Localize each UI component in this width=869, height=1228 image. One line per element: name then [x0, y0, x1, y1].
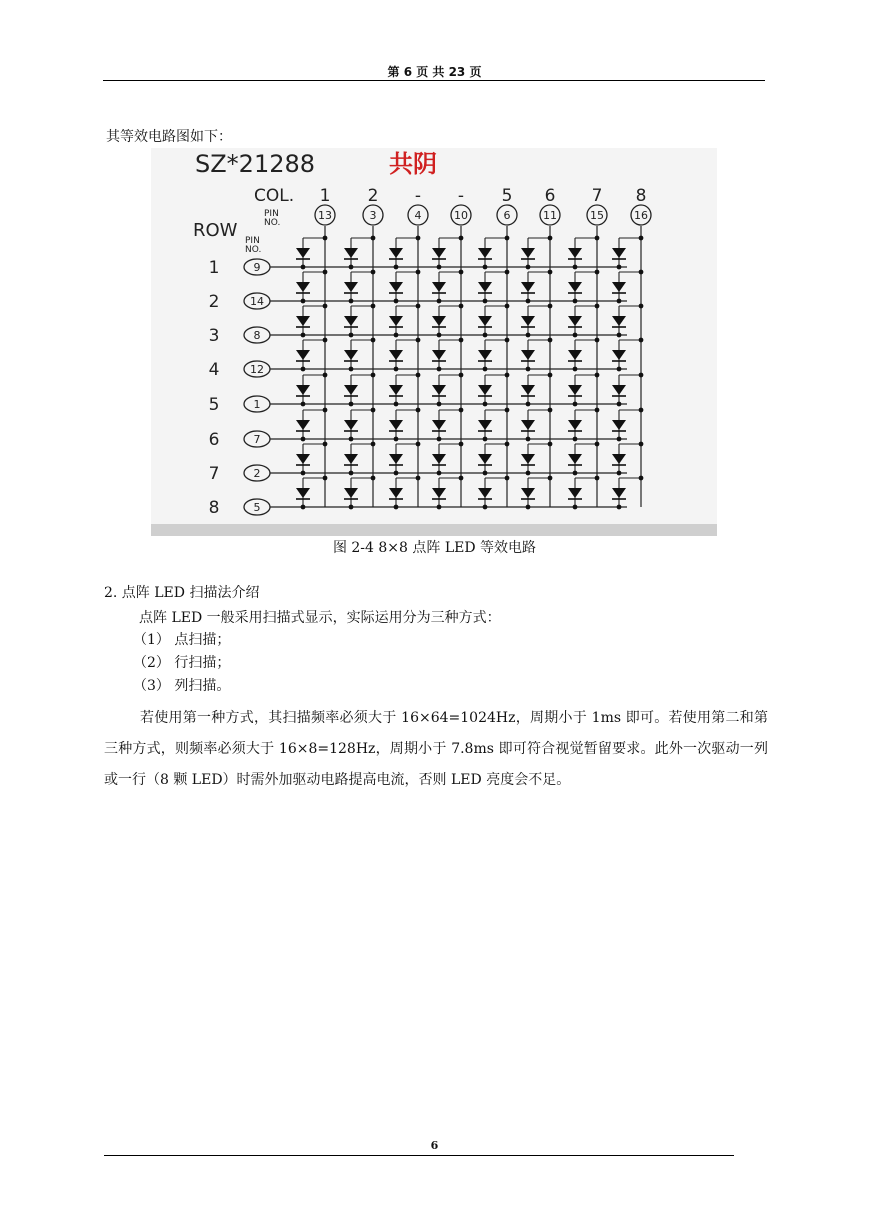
junction-dot [371, 236, 376, 241]
junction-dot [573, 299, 578, 304]
junction-dot [323, 442, 328, 447]
junction-dot [639, 442, 644, 447]
junction-dot [301, 265, 306, 270]
junction-dot [595, 270, 600, 275]
col-number: 7 [591, 186, 603, 206]
junction-dot [394, 402, 399, 407]
junction-dot [416, 304, 421, 309]
junction-dot [595, 304, 600, 309]
junction-dot [416, 442, 421, 447]
junction-dot [483, 333, 488, 338]
junction-dot [617, 333, 622, 338]
junction-dot [394, 471, 399, 476]
junction-dot [573, 471, 578, 476]
junction-dot [548, 408, 553, 413]
led-matrix-circuit [151, 148, 717, 536]
junction-dot [595, 338, 600, 343]
row-pin-number: 1 [253, 398, 261, 411]
junction-dot [371, 373, 376, 378]
junction-dot [323, 304, 328, 309]
junction-dot [301, 333, 306, 338]
pin-label-top: PIN [264, 209, 279, 219]
row-pin-number: 9 [253, 261, 261, 274]
page-number: 6 [430, 1139, 439, 1152]
junction-dot [617, 367, 622, 372]
junction-dot [301, 505, 306, 510]
junction-dot [526, 402, 531, 407]
junction-dot [483, 402, 488, 407]
junction-dot [617, 402, 622, 407]
junction-dot [595, 408, 600, 413]
junction-dot [371, 270, 376, 275]
junction-dot [371, 304, 376, 309]
junction-dot [459, 304, 464, 309]
col-pin-number: 3 [369, 209, 377, 222]
row-number: 7 [208, 464, 220, 484]
figure-bottom-band [151, 524, 717, 536]
col-number: 8 [635, 186, 647, 206]
junction-dot [548, 442, 553, 447]
col-number: 5 [501, 186, 513, 206]
junction-dot [505, 442, 510, 447]
junction-dot [371, 338, 376, 343]
junction-dot [349, 367, 354, 372]
junction-dot [459, 236, 464, 241]
junction-dot [416, 236, 421, 241]
junction-dot [617, 437, 622, 442]
junction-dot [416, 476, 421, 481]
junction-dot [349, 299, 354, 304]
led-matrix-figure [151, 148, 717, 536]
junction-dot [526, 505, 531, 510]
junction-dot [505, 373, 510, 378]
row-number: 3 [208, 326, 220, 346]
row-number: 4 [208, 360, 220, 380]
junction-dot [526, 437, 531, 442]
col-pin-number: 16 [634, 209, 648, 222]
col-pin-number: 6 [503, 209, 511, 222]
col-pin-number: 15 [590, 209, 604, 222]
junction-dot [323, 373, 328, 378]
col-pin-number: 11 [543, 209, 557, 222]
pin-label-bottom: NO. [264, 218, 281, 228]
row-pin-number: 14 [250, 295, 264, 308]
junction-dot [394, 265, 399, 270]
list-item: （1） 点扫描； [133, 632, 231, 648]
col-number: 1 [319, 186, 331, 206]
junction-dot [526, 367, 531, 372]
junction-dot [573, 367, 578, 372]
junction-dot [349, 333, 354, 338]
junction-dot [548, 304, 553, 309]
junction-dot [639, 236, 644, 241]
junction-dot [483, 437, 488, 442]
junction-dot [437, 402, 442, 407]
junction-dot [371, 442, 376, 447]
list-item: （2） 行扫描； [133, 655, 231, 671]
junction-dot [639, 373, 644, 378]
junction-dot [459, 476, 464, 481]
junction-dot [459, 270, 464, 275]
junction-dot [301, 471, 306, 476]
model-label: SZ*21288 [195, 150, 316, 178]
junction-dot [526, 333, 531, 338]
junction-dot [595, 373, 600, 378]
junction-dot [505, 338, 510, 343]
junction-dot [301, 299, 306, 304]
junction-dot [459, 408, 464, 413]
junction-dot [349, 471, 354, 476]
junction-dot [301, 402, 306, 407]
col-pin-number: 4 [414, 209, 422, 222]
row-number: 1 [208, 258, 220, 278]
junction-dot [548, 476, 553, 481]
figure-caption: 图 2-4 8×8 点阵 LED 等效电路 [332, 540, 537, 556]
section-intro: 点阵 LED 一般采用扫描式显示，实际运用分为三种方式： [139, 610, 501, 626]
junction-dot [301, 437, 306, 442]
col-number: - [457, 186, 465, 206]
junction-dot [505, 236, 510, 241]
junction-dot [573, 505, 578, 510]
row-number: 8 [208, 498, 220, 518]
junction-dot [349, 402, 354, 407]
junction-dot [595, 442, 600, 447]
header-rule [103, 80, 765, 81]
junction-dot [416, 270, 421, 275]
junction-dot [617, 471, 622, 476]
junction-dot [394, 505, 399, 510]
row-pin-label-top: PIN [245, 236, 260, 246]
row-label: ROW [193, 220, 238, 241]
junction-dot [323, 236, 328, 241]
junction-dot [416, 408, 421, 413]
junction-dot [437, 437, 442, 442]
junction-dot [639, 408, 644, 413]
junction-dot [505, 476, 510, 481]
junction-dot [639, 304, 644, 309]
col-pin-number: 13 [318, 209, 332, 222]
junction-dot [548, 373, 553, 378]
junction-dot [301, 367, 306, 372]
junction-dot [323, 408, 328, 413]
junction-dot [526, 299, 531, 304]
body-paragraph: 若使用第一种方式，其扫描频率必须大于 16×64=1024Hz，周期小于 1ms 即可。若使用第二和第三种方式，则频率必须大于 16×8=128Hz，周期小于 7.8ms 即可符合视觉暂留要求。此外一次驱动一列或一行（8 颗 LED）时需外加驱动电路提高电流，否则 LED 亮度会不足。 [104, 710, 768, 788]
junction-dot [349, 437, 354, 442]
junction-dot [394, 333, 399, 338]
junction-dot [639, 338, 644, 343]
junction-dot [505, 408, 510, 413]
junction-dot [459, 373, 464, 378]
junction-dot [505, 304, 510, 309]
row-pin-number: 8 [253, 329, 261, 342]
junction-dot [617, 505, 622, 510]
junction-dot [349, 505, 354, 510]
junction-dot [595, 476, 600, 481]
junction-dot [323, 476, 328, 481]
junction-dot [459, 442, 464, 447]
list-item: （3） 列扫描。 [133, 678, 231, 694]
row-number: 6 [208, 430, 220, 450]
junction-dot [548, 270, 553, 275]
junction-dot [437, 367, 442, 372]
row-pin-number: 12 [250, 363, 264, 376]
junction-dot [437, 299, 442, 304]
junction-dot [323, 338, 328, 343]
footer-rule [104, 1155, 734, 1156]
junction-dot [349, 265, 354, 270]
junction-dot [459, 338, 464, 343]
junction-dot [617, 299, 622, 304]
row-number: 5 [208, 395, 220, 415]
page-header: 第 6 页 共 23 页 [387, 65, 482, 79]
junction-dot [526, 265, 531, 270]
junction-dot [483, 299, 488, 304]
junction-dot [437, 505, 442, 510]
col-label: COL. [254, 186, 295, 206]
junction-dot [416, 373, 421, 378]
col-number: 6 [544, 186, 556, 206]
junction-dot [548, 236, 553, 241]
junction-dot [595, 236, 600, 241]
junction-dot [483, 471, 488, 476]
junction-dot [394, 299, 399, 304]
type-label: 共阴 [389, 150, 437, 178]
junction-dot [394, 437, 399, 442]
row-number: 2 [208, 292, 220, 312]
junction-dot [639, 476, 644, 481]
junction-dot [573, 265, 578, 270]
row-pin-number: 2 [253, 467, 261, 480]
junction-dot [437, 265, 442, 270]
junction-dot [437, 333, 442, 338]
junction-dot [548, 338, 553, 343]
junction-dot [505, 270, 510, 275]
row-pin-label-bottom: NO. [245, 245, 262, 255]
row-pin-number: 5 [253, 501, 261, 514]
junction-dot [394, 367, 399, 372]
junction-dot [573, 402, 578, 407]
junction-dot [483, 367, 488, 372]
section-title: 2. 点阵 LED 扫描法介绍 [104, 585, 260, 601]
junction-dot [437, 471, 442, 476]
col-number: 2 [367, 186, 379, 206]
junction-dot [371, 408, 376, 413]
junction-dot [573, 333, 578, 338]
junction-dot [617, 265, 622, 270]
col-pin-number: 10 [454, 209, 468, 222]
intro-text: 其等效电路图如下： [106, 129, 232, 145]
junction-dot [639, 270, 644, 275]
row-pin-number: 7 [253, 433, 261, 446]
junction-dot [526, 471, 531, 476]
junction-dot [483, 265, 488, 270]
junction-dot [371, 476, 376, 481]
col-number: - [414, 186, 422, 206]
junction-dot [573, 437, 578, 442]
junction-dot [483, 505, 488, 510]
junction-dot [323, 270, 328, 275]
junction-dot [416, 338, 421, 343]
